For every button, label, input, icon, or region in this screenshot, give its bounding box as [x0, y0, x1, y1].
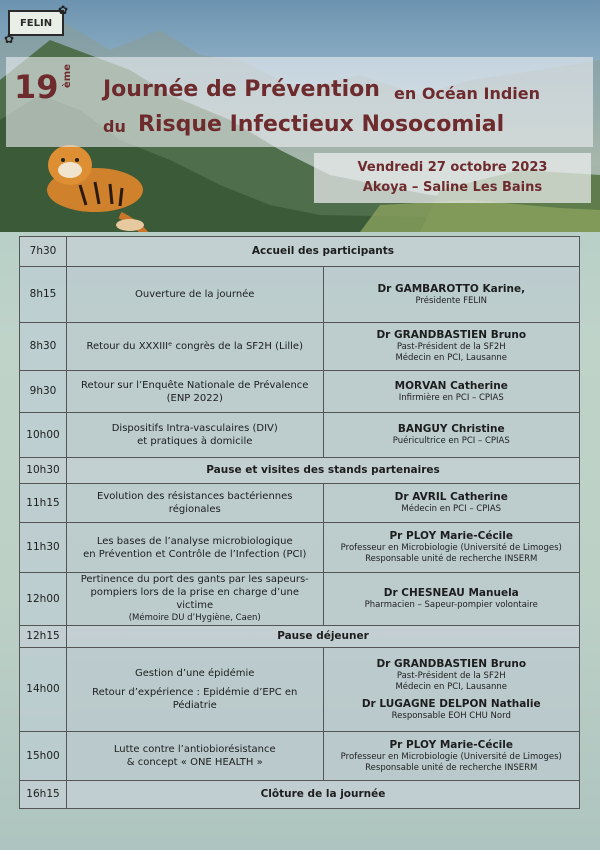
topic-cell	[67, 413, 324, 458]
session-title-cell: Pause déjeuner	[67, 626, 580, 648]
speaker-role: Responsable EOH CHU Nord	[391, 710, 511, 721]
topic-line: pompiers lors de la prise en charge d’une victime	[90, 587, 300, 611]
topic-line: Retour du XXXIIIᵉ congrès de la SF2H (Lille)	[86, 341, 303, 352]
speaker-name: Dr GRANDBASTIEN Bruno	[376, 329, 527, 341]
schedule-row	[20, 573, 580, 626]
event-venue: Akoya – Saline Les Bains	[362, 180, 543, 195]
schedule-row	[20, 458, 580, 484]
speaker-cell	[323, 371, 580, 413]
speaker-role: Responsable unité de recherche INSERM	[365, 762, 538, 773]
speaker-cell	[323, 732, 580, 781]
edition-number: 19	[14, 68, 59, 106]
session-title-cell: Clôture de la journée	[67, 781, 580, 809]
time-cell: 8h30	[20, 323, 67, 371]
speaker-role: Responsable unité de recherche INSERM	[365, 554, 538, 564]
topic-cell	[67, 371, 324, 413]
speaker-cell	[323, 523, 580, 573]
speaker-cell	[323, 267, 580, 323]
schedule-row	[20, 413, 580, 458]
topic-line: en Prévention et Contrôle de l’Infection (PCI)	[83, 548, 307, 560]
session-title-cell: Accueil des participants	[67, 237, 580, 267]
speaker-role: Pharmacien – Sapeur-pompier volontaire	[364, 600, 538, 610]
speaker-name: Pr PLOY Marie-Cécile	[389, 738, 513, 751]
schedule-row	[20, 323, 580, 371]
speaker-name: BANGUY Christine	[397, 423, 505, 435]
schedule-row	[20, 523, 580, 573]
speaker-role: Past-Président de la SF2H	[396, 342, 506, 352]
speaker-role: Professeur en Microbiologie (Université de Limoges)	[340, 543, 562, 553]
topic-line: Dispositifs Intra-vasculaires (DIV)	[111, 423, 278, 434]
schedule-row	[20, 237, 580, 267]
speaker-cell	[323, 323, 580, 371]
time-cell: 12h00	[20, 573, 67, 626]
topic-line: Les bases de l’analyse microbiologique	[96, 535, 293, 547]
topic-line: (ENP 2022)	[166, 392, 223, 404]
speaker-role: Infirmière en PCI – CPIAS	[398, 392, 504, 403]
speaker-name: Dr GAMBAROTTO Karine,	[377, 282, 526, 295]
session-title-cell: Pause et visites des stands partenaires	[67, 458, 580, 484]
speaker-name: Dr CHESNEAU Manuela	[383, 587, 519, 599]
speaker-name: Dr AVRIL Catherine	[394, 491, 508, 503]
topic-cell	[67, 732, 324, 781]
schedule-row	[20, 781, 580, 809]
time-cell: 10h00	[20, 413, 67, 458]
schedule-row	[20, 371, 580, 413]
topic-cell	[67, 484, 324, 523]
schedule-row	[20, 267, 580, 323]
speaker-name: MORVAN Catherine	[394, 379, 508, 392]
paw-icon: ✿	[4, 32, 15, 46]
topic-line: Gestion d’une épidémie	[135, 668, 255, 679]
topic-line: Pertinence du port des gants par les sapeurs-	[80, 574, 309, 585]
topic-line: & concept « ONE HEALTH »	[126, 757, 263, 768]
topic-line: Retour d’expérience : Epidémie d’EPC en Pédiatrie	[92, 687, 298, 711]
topic-line: et pratiques à domicile	[137, 436, 253, 447]
topic-line: Lutte contre l’antiobiorésistance	[113, 744, 276, 755]
speaker-role: Professeur en Microbiologie (Université de Limoges)	[340, 751, 562, 762]
time-cell: 16h15	[20, 781, 67, 809]
schedule-row	[20, 648, 580, 732]
event-date: Vendredi 27 octobre 2023	[357, 160, 548, 175]
schedule-row	[20, 484, 580, 523]
time-cell: 15h00	[20, 732, 67, 781]
schedule-row	[20, 732, 580, 781]
time-cell: 12h15	[20, 626, 67, 648]
topic-cell	[67, 267, 324, 323]
time-cell: 14h00	[20, 648, 67, 732]
speaker-cell	[323, 648, 580, 732]
time-cell: 9h30	[20, 371, 67, 413]
time-cell: 7h30	[20, 237, 67, 267]
time-cell: 11h15	[20, 484, 67, 523]
event-title-connector: du	[103, 117, 126, 136]
speaker-role: Présidente FELIN	[415, 295, 487, 306]
speaker-name: Pr PLOY Marie-Cécile	[389, 530, 513, 542]
event-title-main: Journée de Prévention	[103, 77, 380, 102]
speaker-role: Past-Président de la SF2H	[396, 670, 506, 681]
time-cell: 10h30	[20, 458, 67, 484]
schedule-row	[20, 626, 580, 648]
speaker-name: Dr LUGAGNE DELPON Nathalie	[361, 697, 541, 710]
topic-cell	[67, 323, 324, 371]
topic-line: Retour sur l’Enquête Nationale de Prévalence	[81, 379, 309, 391]
speaker-role: Médecin en PCI – CPIAS	[401, 504, 502, 514]
speaker-role: Puéricultrice en PCI – CPIAS	[392, 436, 510, 446]
felin-logo: FELIN	[8, 10, 64, 36]
topic-note: (Mémoire DU d’Hygiène, Caen)	[128, 613, 261, 623]
time-cell: 11h30	[20, 523, 67, 573]
speaker-name: Dr GRANDBASTIEN Bruno	[376, 657, 527, 670]
speaker-role: Médecin en PCI, Lausanne	[395, 353, 508, 363]
time-cell: 8h15	[20, 267, 67, 323]
topic-line: Ouverture de la journée	[135, 289, 255, 300]
speaker-cell	[323, 573, 580, 626]
event-title-subject: Risque Infectieux Nosocomial	[138, 112, 505, 137]
edition-suffix: ème	[62, 64, 73, 88]
paw-icon: ✿	[58, 3, 69, 17]
topic-cell	[67, 573, 324, 626]
event-title-location: en Océan Indien	[394, 84, 541, 103]
topic-line: Evolution des résistances bactériennes régionales	[97, 491, 293, 515]
date-venue-box	[314, 153, 591, 203]
speaker-cell	[323, 484, 580, 523]
schedule-table	[19, 236, 580, 809]
topic-cell	[67, 648, 324, 732]
speaker-role: Médecin en PCI, Lausanne	[395, 681, 508, 692]
speaker-cell	[323, 413, 580, 458]
topic-cell	[67, 523, 324, 573]
